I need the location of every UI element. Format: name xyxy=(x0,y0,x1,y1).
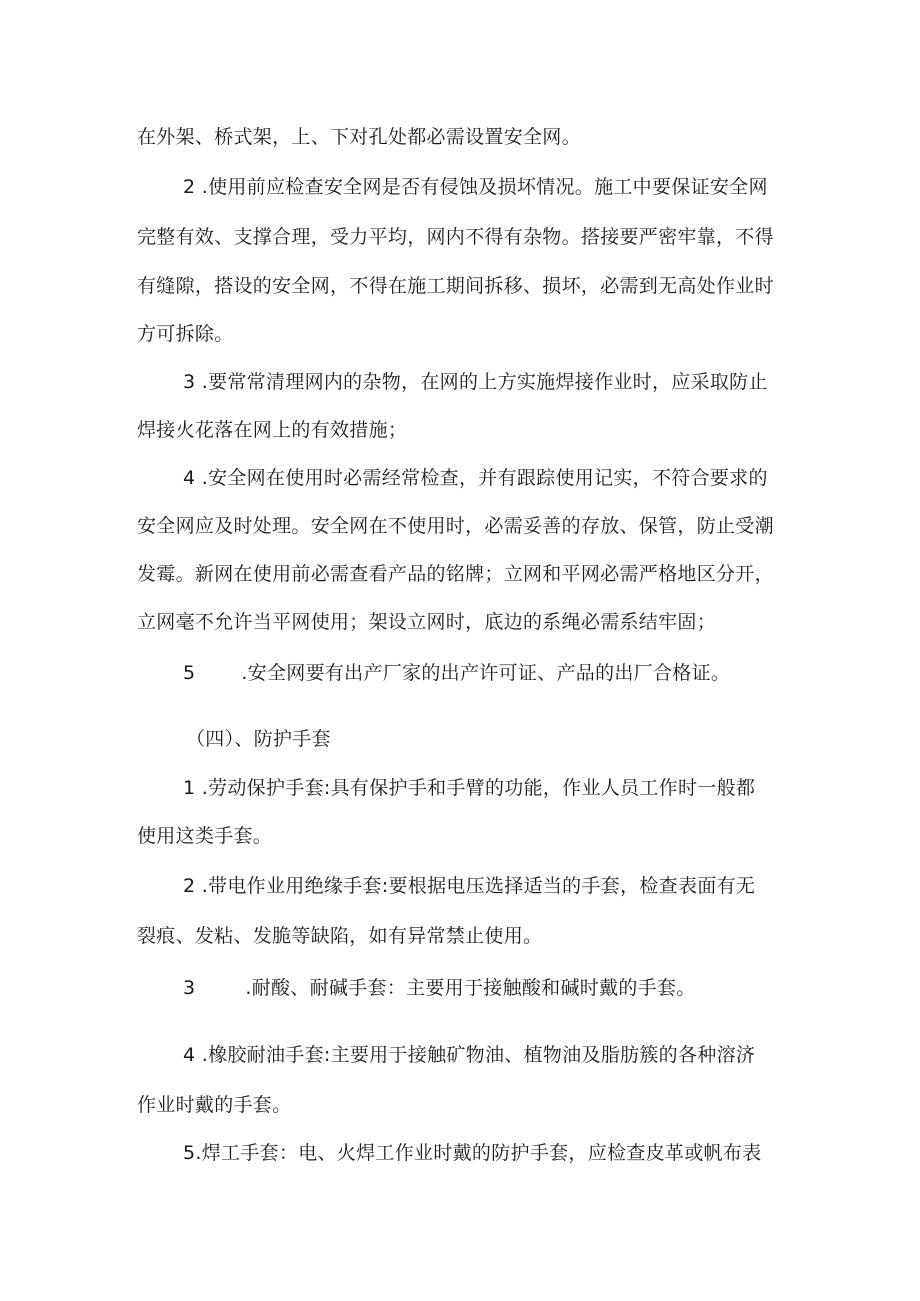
glove-item-4-line-1 xyxy=(183,1043,755,1067)
list-number: 3 xyxy=(183,371,196,393)
glove-item-2-line-1 xyxy=(183,874,755,898)
list-number: 2 xyxy=(183,875,196,897)
glove-item-5-line-1: 5.焊工手套：电、火焊工作业时戴的防护手套，应检查皮革或帆布表 xyxy=(183,1142,762,1164)
list-number: 5 xyxy=(183,662,196,684)
list-text: .要常常清理网内的杂物，在网的上方实施焊接作业时，应采取防止 xyxy=(201,371,768,393)
list-text: .使用前应检查安全网是否有侵蚀及损坏情况。施工中要保证安全网 xyxy=(201,176,768,198)
list-item-4-line-2: 安全网应及时处理。安全网在不使用时，必需妥善的存放、保管，防止受潮 xyxy=(137,515,774,537)
list-item-2-line-2: 完整有效、支撑合理，受力平均，网内不得有杂物。搭接要严密牢靠，不得 xyxy=(137,226,774,248)
list-item-2-line-3: 有缝隙，搭设的安全网，不得在施工期间拆移、损坏，必需到无高处作业时 xyxy=(137,275,774,297)
paragraph-line: 在外架、桥式架，上、下对孔处都必需设置安全网。 xyxy=(137,126,581,148)
list-text: .带电作业用绝缘手套:要根据电压选择适当的手套，检查表面有无 xyxy=(201,875,756,897)
list-text: .耐酸、耐碱手套：主要用于接触酸和碱时戴的手套。 xyxy=(245,977,696,999)
list-item-4-line-4: 立网毫不允许当平网使用；架设立网时，底边的系绳必需系结牢固； xyxy=(137,611,717,633)
list-item-3-line-2: 焊接火花落在网上的有效措施； xyxy=(137,419,408,441)
list-item-5-line-1 xyxy=(183,661,730,685)
glove-item-3-line-1 xyxy=(183,976,696,1000)
list-item-4-line-1 xyxy=(183,466,768,490)
list-text: .劳动保护手套:具有保护手和手臂的功能，作业人员工作时一般都 xyxy=(201,777,756,799)
glove-item-4-line-2: 作业时戴的手套。 xyxy=(137,1094,292,1116)
list-text: .安全网要有出产厂家的出产许可证、产品的出厂合格证。 xyxy=(241,662,731,684)
glove-item-2-line-2: 裂痕、发粘、发脆等缺陷，如有异常禁止使用。 xyxy=(137,925,543,947)
list-number: 3 xyxy=(183,977,196,999)
list-number: 2 xyxy=(183,176,196,198)
list-number: 1 xyxy=(183,777,196,799)
glove-item-1-line-1 xyxy=(183,776,755,800)
list-item-2-line-1 xyxy=(183,175,768,199)
list-text: .橡胶耐油手套:主要用于接触矿物油、植物油及脂肪簇的各种溶济 xyxy=(201,1044,756,1066)
list-item-4-line-3: 发霉。新网在使用前必需查看产品的铭牌；立网和平网必需严格地区分开， xyxy=(137,563,774,585)
section-heading: （四）、防护手套 xyxy=(186,728,331,750)
glove-item-1-line-2: 使用这类手套。 xyxy=(137,825,273,847)
list-item-3-line-1 xyxy=(183,370,768,394)
list-number: 4 xyxy=(183,467,196,489)
list-text: .安全网在使用时必需经常检查，并有跟踪使用记实，不符合要求的 xyxy=(201,467,768,489)
list-item-2-line-4: 方可拆除。 xyxy=(137,323,234,345)
list-number: 4 xyxy=(183,1044,196,1066)
